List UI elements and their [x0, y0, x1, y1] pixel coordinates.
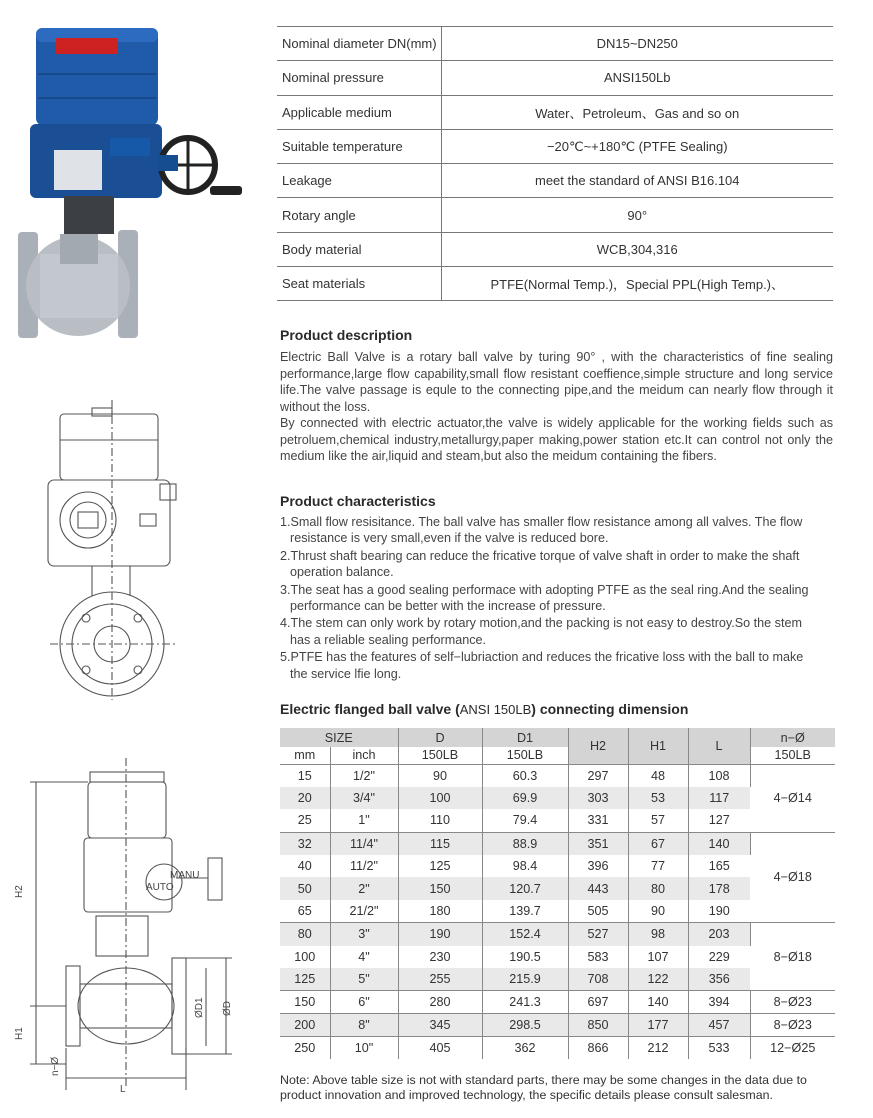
list-item [280, 548, 833, 581]
cell: 200 [280, 1014, 330, 1037]
characteristic-cont: performance can be better with the increase of pressure. [290, 599, 606, 614]
cell: 88.9 [482, 832, 568, 855]
list-item [280, 615, 833, 648]
h2-label: H2 [14, 885, 25, 898]
cell: 1" [330, 809, 398, 832]
cell: 115 [398, 832, 482, 855]
product-photo [0, 0, 270, 345]
header-d: D [398, 728, 482, 747]
left-illustrations [0, 0, 270, 1118]
cell: 297 [568, 764, 628, 787]
side-view-drawing [0, 758, 270, 1118]
cell: 250 [280, 1036, 330, 1059]
cell: 122 [628, 968, 688, 991]
cell: 3/4" [330, 787, 398, 810]
characteristics-list [280, 514, 833, 683]
spec-value: −20℃~+180℃ (PTFE Sealing) [441, 129, 833, 163]
cell: 230 [398, 946, 482, 969]
cell: 215.9 [482, 968, 568, 991]
header-d1: D1 [482, 728, 568, 747]
cell: 280 [398, 991, 482, 1014]
cell: 10" [330, 1036, 398, 1059]
top-view-drawing [0, 400, 270, 700]
characteristics-heading: Product characteristics [280, 493, 436, 509]
cell: 57 [628, 809, 688, 832]
d1-label: ØD1 [194, 997, 205, 1018]
spec-value: PTFE(Normal Temp.)，Special PPL(High Temp.)、 [441, 267, 833, 301]
cell: 125 [398, 855, 482, 878]
cell: 5" [330, 968, 398, 991]
cell: 6" [330, 991, 398, 1014]
characteristic-line: 4.The stem can only work by rotary motion,and the packing is not easy to destroy.So the stem [280, 616, 802, 631]
cell: 229 [708, 949, 730, 964]
cell: 457 [688, 1014, 750, 1037]
cell: 40 [280, 855, 330, 878]
description-paragraph-1: Electric Ball Valve is a rotary ball valve by turing 90° , with the characteristics of fine sealing performance,large flow capability,small flow resistant coeffience,simple structure and long service life.The valve passage is equle to the connecting pipe,and the meidum can nearly flow through it without the loss. [280, 350, 833, 414]
cell: 21/2" [330, 900, 398, 923]
cell: 108 [688, 764, 750, 787]
cell: 345 [398, 1014, 482, 1037]
cell: 362 [482, 1036, 568, 1059]
cell: 152.4 [482, 923, 568, 946]
header-d1-class: 150LB [482, 747, 568, 764]
cell: 165 [708, 859, 730, 874]
dimension-heading-a: Electric flanged ball valve ( [280, 701, 460, 717]
cell: 3" [330, 923, 398, 946]
list-item [280, 582, 833, 615]
cell: 405 [398, 1036, 482, 1059]
cell: 11/4" [330, 832, 398, 855]
characteristic-line: 1.Small flow resisitance. The ball valve has smaller flow resistance among all valves. The flow [280, 515, 803, 529]
cell: 583 [568, 946, 628, 969]
spec-row [277, 27, 833, 61]
header-size: SIZE [280, 728, 398, 747]
header-h1: H1 [628, 728, 688, 764]
cell: 100 [398, 787, 482, 810]
cell: 505 [568, 900, 628, 923]
characteristic-cont: has a reliable sealing performance. [290, 632, 487, 647]
cell: 303 [568, 787, 628, 810]
list-item [280, 514, 833, 547]
cell: 139.7 [482, 900, 568, 923]
cell: 117 [688, 787, 750, 810]
cell: 443 [568, 877, 628, 900]
cell: 120.7 [482, 877, 568, 900]
table-row [280, 923, 835, 946]
d-label: ØD [222, 1001, 233, 1016]
cell: 65 [280, 900, 330, 923]
cell: 125 [280, 968, 330, 991]
cell: 177 [628, 1014, 688, 1037]
cell: 241.3 [482, 991, 568, 1014]
cell: 98.4 [482, 855, 568, 878]
spec-label: Leakage [277, 164, 441, 198]
cell: 298.5 [482, 1014, 568, 1037]
n-group-cell: 8−Ø23 [750, 1014, 835, 1037]
cell: 127 [708, 813, 730, 828]
characteristic-cont: the service lfie long. [290, 666, 402, 681]
cell: 527 [568, 923, 628, 946]
cell: 50 [280, 877, 330, 900]
spec-label: Applicable medium [277, 95, 441, 129]
cell: 100 [280, 946, 330, 969]
cell: 80 [280, 923, 330, 946]
dimension-heading-c: ) connecting dimension [531, 701, 689, 717]
dimension-heading [280, 701, 688, 717]
characteristic-line: 2.Thrust shaft bearing can reduce the fricative torque of valve shaft in order to make the shaft [280, 548, 800, 563]
description-heading: Product description [280, 327, 413, 343]
table-row [280, 991, 835, 1014]
n-group-cell: 4−Ø18 [750, 832, 835, 923]
cell: 11/2" [330, 855, 398, 878]
dimension-heading-b: ANSI 150LB [459, 702, 532, 717]
n-group-cell: 12−Ø25 [750, 1036, 835, 1059]
warning-label [56, 38, 118, 54]
table-row [280, 1036, 835, 1059]
cell: 356 [688, 968, 750, 991]
cell: 396 [568, 855, 628, 878]
cell: 1/2" [330, 764, 398, 787]
spec-value: ANSI150Lb [441, 61, 833, 95]
header-n-class: 150LB [750, 747, 835, 764]
header-inch: inch [330, 747, 398, 764]
n-group-cell: 4−Ø14 [750, 764, 835, 832]
cell: 351 [568, 832, 628, 855]
characteristic-cont: operation balance. [290, 565, 394, 580]
spec-value: Water、Petroleum、Gas and so on [441, 95, 833, 129]
spec-row [277, 267, 833, 301]
cell: 190 [398, 923, 482, 946]
cell: 140 [628, 991, 688, 1014]
cell: 708 [568, 968, 628, 991]
cell: 190.5 [482, 946, 568, 969]
cell: 80 [628, 877, 688, 900]
l-label: L [120, 1084, 126, 1095]
cell: 60.3 [482, 764, 568, 787]
cell: 15 [280, 764, 330, 787]
header-l: L [688, 728, 750, 764]
cell: 190 [708, 904, 730, 919]
spec-row [277, 164, 833, 198]
header-n: n−Ø [750, 728, 835, 747]
cell: 98 [628, 923, 688, 946]
cell: 203 [688, 923, 750, 946]
spec-label: Nominal diameter DN(mm) [277, 27, 441, 61]
dimension-table [280, 728, 835, 1059]
spec-row [277, 232, 833, 266]
spec-label: Rotary angle [277, 198, 441, 232]
cell: 90 [628, 900, 688, 923]
spec-label: Body material [277, 232, 441, 266]
cell: 53 [628, 787, 688, 810]
spec-value: 90° [441, 198, 833, 232]
n-group-cell: 8−Ø18 [750, 923, 835, 991]
characteristic-line: 3.The seat has a good sealing performace with adopting PTFE as the seal ring.And the sealing [280, 582, 809, 597]
cell: 90 [398, 764, 482, 787]
cell: 2" [330, 877, 398, 900]
spec-row [277, 61, 833, 95]
cell: 394 [688, 991, 750, 1014]
table-row [280, 832, 835, 855]
cell: 866 [568, 1036, 628, 1059]
cell: 697 [568, 991, 628, 1014]
n-label: n−Ø [50, 1056, 61, 1076]
spec-row [277, 198, 833, 232]
spec-label: Seat materials [277, 267, 441, 301]
cell: 107 [628, 946, 688, 969]
list-item [280, 649, 833, 682]
h1-label: H1 [14, 1027, 25, 1040]
table-row [280, 764, 835, 787]
cell: 110 [398, 809, 482, 832]
header-mm: mm [280, 747, 330, 764]
header-h2: H2 [568, 728, 628, 764]
cell: 4" [330, 946, 398, 969]
spec-value: WCB,304,316 [441, 232, 833, 266]
header-d-class: 150LB [398, 747, 482, 764]
cell: 533 [688, 1036, 750, 1059]
table-row [280, 1014, 835, 1037]
description-paragraph-2: By connected with electric actuator,the valve is widely applicable for the working fields such as petroluem,chemical industry,metallurgy,paper making,power station etc.It can control not only the medium like the air,liquid and steam,but also the meidum containing the fibers. [280, 416, 833, 464]
cell: 79.4 [482, 809, 568, 832]
cell: 180 [398, 900, 482, 923]
characteristic-cont: resistance is very small,even if the valve is reduced bore. [290, 531, 609, 546]
spec-label: Suitable temperature [277, 129, 441, 163]
cell: 150 [398, 877, 482, 900]
spec-table [277, 26, 833, 301]
cell: 32 [280, 832, 330, 855]
spec-value: meet the standard of ANSI B16.104 [441, 164, 833, 198]
manu-label: MANU [170, 870, 200, 881]
cell: 20 [280, 787, 330, 810]
cell: 8" [330, 1014, 398, 1037]
cell: 150 [280, 991, 330, 1014]
nameplate [54, 150, 102, 190]
cell: 25 [280, 809, 330, 832]
cell: 48 [628, 764, 688, 787]
characteristic-line: 5.PTFE has the features of self−lubriaction and reduces the fricative loss with the ball to make [280, 650, 804, 665]
auto-label: AUTO [146, 882, 174, 893]
cell: 850 [568, 1014, 628, 1037]
cell: 67 [628, 832, 688, 855]
spec-row [277, 95, 833, 129]
cell: 77 [628, 855, 688, 878]
cell: 140 [688, 832, 750, 855]
n-group-cell: 8−Ø23 [750, 991, 835, 1014]
cell: 331 [568, 809, 628, 832]
spec-value: DN15~DN250 [441, 27, 833, 61]
cell: 69.9 [482, 787, 568, 810]
cell: 255 [398, 968, 482, 991]
footnote: Note: Above table size is not with standard parts, there may be some changes in the data due to product innovation and improved technology, the specific details please consult salesman. [280, 1073, 807, 1102]
cell: 178 [688, 877, 750, 900]
spec-row [277, 129, 833, 163]
cell: 212 [628, 1036, 688, 1059]
spec-label: Nominal pressure [277, 61, 441, 95]
